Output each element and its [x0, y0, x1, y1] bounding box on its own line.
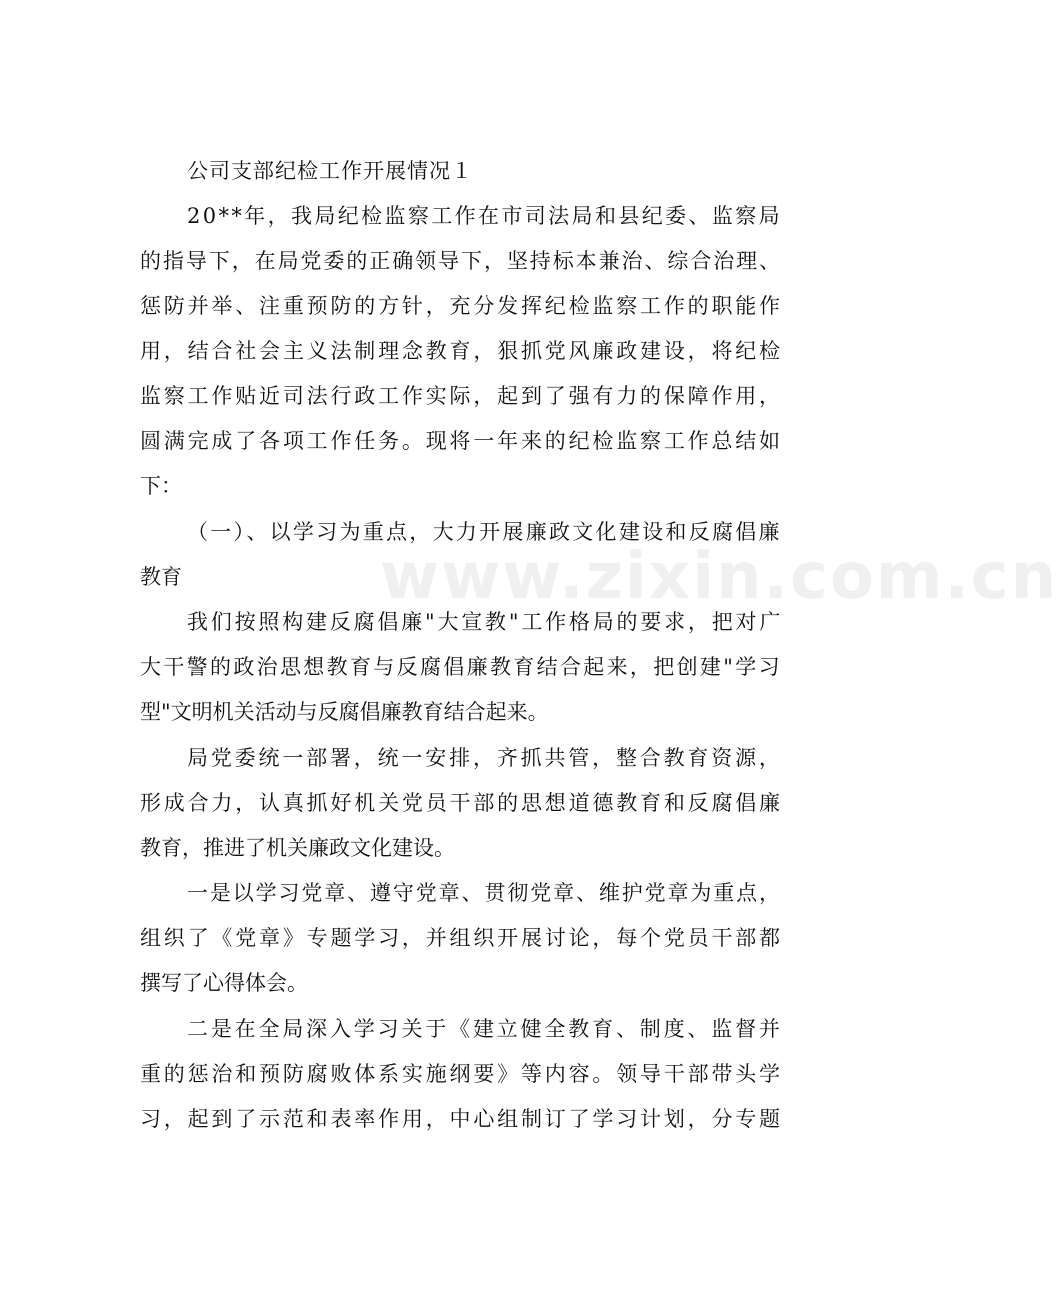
body-line: 教育，推进了机关廉政文化建设。: [140, 836, 455, 860]
body-line: 一是以学习党章、遵守党章、贯彻党章、维护党章为重点，: [187, 881, 782, 905]
body-line: 监察工作贴近司法行政工作实际，起到了强有力的保障作用，: [140, 384, 783, 408]
body-line: 习，起到了示范和表率作用，中心组制订了学习计划，分专题: [140, 1107, 783, 1131]
body-line: 圆满完成了各项工作任务。现将一年来的纪检监察工作总结如: [140, 429, 783, 453]
body-line: 我们按照构建反腐倡廉"大宣教"工作格局的要求，把对广: [187, 610, 784, 634]
body-line: 用，结合社会主义法制理念教育，狠抓党风廉政建设，将纪检: [140, 339, 783, 363]
body-line: 重的惩治和预防腐败体系实施纲要》等内容。领导干部带头学: [140, 1062, 783, 1086]
watermark: www.zixin.com.cn: [380, 540, 1058, 614]
body-line: 形成合力，认真抓好机关党员干部的思想道德教育和反腐倡廉: [140, 791, 783, 815]
section-heading: 教育: [140, 565, 182, 589]
body-line: 惩防并举、注重预防的方针，充分发挥纪检监察工作的职能作: [140, 294, 783, 318]
body-line: 下：: [140, 474, 182, 498]
body-line: 二是在全局深入学习关于《建立健全教育、制度、监督并: [187, 1017, 783, 1041]
document-title: 公司支部纪检工作开展情况１: [187, 159, 473, 183]
body-line: 撰写了心得体会。: [140, 971, 308, 995]
section-heading: （一）、以学习为重点，大力开展廉政文化建设和反腐倡廉: [187, 520, 782, 544]
body-line: 型"文明机关活动与反腐倡廉教育结合起来。: [140, 700, 549, 724]
body-line: 20**年，我局纪检监察工作在市司法局和县纪委、监察局: [187, 204, 782, 228]
body-line: 的指导下，在局党委的正确领导下，坚持标本兼治、综合治理、: [140, 249, 783, 273]
body-line: 局党委统一部署，统一安排，齐抓共管，整合教育资源，: [187, 746, 783, 770]
body-line: 大干警的政治思想教育与反腐倡廉教育结合起来，把创建"学习: [140, 655, 782, 679]
body-line: 组织了《党章》专题学习，并组织开展讨论，每个党员干部都: [140, 926, 783, 950]
